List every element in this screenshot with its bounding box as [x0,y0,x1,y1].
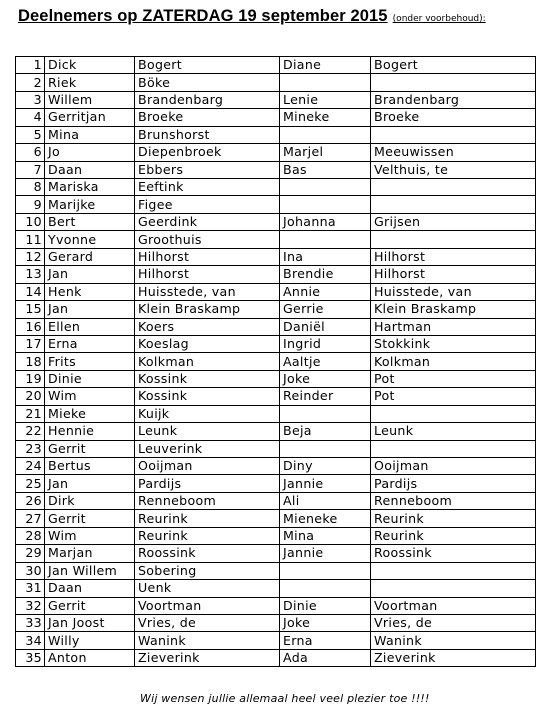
row-number-cell: 25 [16,475,45,492]
table-row [16,57,536,74]
table-row [16,266,536,283]
last-name-cell: Diepenbroek [135,144,280,161]
first-name-cell: Gerard [45,248,135,265]
table-row [16,475,536,492]
partner-first-name-cell: Brendie [280,266,371,283]
table-row [16,126,536,143]
partner-first-name-cell: Beja [280,423,371,440]
partner-last-name-cell: Reurink [371,510,536,527]
first-name-cell: Jan [45,266,135,283]
row-number-cell: 33 [16,614,45,631]
first-name-cell: Erna [45,335,135,352]
row-number-cell: 27 [16,510,45,527]
partner-last-name-cell: Ooijman [371,458,536,475]
partner-last-name-cell [371,405,536,422]
partner-first-name-cell: Marjel [280,144,371,161]
last-name-cell: Ooijman [135,458,280,475]
first-name-cell: Gerrit [45,440,135,457]
table-row [16,492,536,509]
table-row [16,423,536,440]
first-name-cell: Marijke [45,196,135,213]
row-number-cell: 1 [16,57,45,74]
last-name-cell: Geerdink [135,213,280,230]
partner-last-name-cell [371,562,536,579]
row-number-cell: 7 [16,161,45,178]
last-name-cell: Ebbers [135,161,280,178]
table-row [16,179,536,196]
row-number-cell: 28 [16,527,45,544]
first-name-cell: Riek [45,74,135,91]
partner-last-name-cell: Meeuwissen [371,144,536,161]
last-name-cell: Wanink [135,632,280,649]
last-name-cell: Leuverink [135,440,280,457]
last-name-cell: Kossink [135,388,280,405]
row-number-cell: 3 [16,91,45,108]
row-number-cell: 14 [16,283,45,300]
partner-last-name-cell: Kolkman [371,353,536,370]
row-number-cell: 21 [16,405,45,422]
partner-last-name-cell [371,179,536,196]
last-name-cell: Hilhorst [135,248,280,265]
first-name-cell: Mina [45,126,135,143]
last-name-cell: Brunshorst [135,126,280,143]
last-name-cell: Voortman [135,597,280,614]
row-number-cell: 19 [16,370,45,387]
partner-last-name-cell: Bogert [371,57,536,74]
partner-last-name-cell [371,580,536,597]
table-row [16,562,536,579]
row-number-cell: 6 [16,144,45,161]
partner-last-name-cell: Klein Braskamp [371,301,536,318]
first-name-cell: Gerritjan [45,109,135,126]
last-name-cell: Renneboom [135,492,280,509]
partner-first-name-cell: Bas [280,161,371,178]
table-row [16,597,536,614]
partner-last-name-cell: Leunk [371,423,536,440]
partner-first-name-cell [280,126,371,143]
row-number-cell: 34 [16,632,45,649]
first-name-cell: Bert [45,213,135,230]
table-row [16,335,536,352]
title-text: Deelnemers op ZATERDAG 19 september 2015 [18,7,388,25]
partner-last-name-cell [371,126,536,143]
first-name-cell: Hennie [45,423,135,440]
title-note: (onder voorbehoud): [392,14,486,24]
partner-first-name-cell [280,405,371,422]
row-number-cell: 35 [16,649,45,666]
partner-last-name-cell: Reurink [371,527,536,544]
partner-last-name-cell: Vries, de [371,614,536,631]
partner-first-name-cell [280,231,371,248]
partner-last-name-cell: Pot [371,370,536,387]
first-name-cell: Willem [45,91,135,108]
row-number-cell: 13 [16,266,45,283]
participants-table-body [16,57,536,667]
participants-table [15,56,536,667]
row-number-cell: 17 [16,335,45,352]
row-number-cell: 8 [16,179,45,196]
partner-first-name-cell: Gerrie [280,301,371,318]
table-row [16,458,536,475]
table-row [16,614,536,631]
last-name-cell: Vries, de [135,614,280,631]
table-row [16,370,536,387]
first-name-cell: Gerrit [45,510,135,527]
partner-first-name-cell: Ali [280,492,371,509]
row-number-cell: 26 [16,492,45,509]
first-name-cell: Jan Joost [45,614,135,631]
partner-last-name-cell: Renneboom [371,492,536,509]
table-row [16,161,536,178]
row-number-cell: 29 [16,545,45,562]
partner-last-name-cell: Velthuis, te [371,161,536,178]
row-number-cell: 12 [16,248,45,265]
partner-first-name-cell: Jannie [280,545,371,562]
row-number-cell: 15 [16,301,45,318]
table-row [16,632,536,649]
last-name-cell: Huisstede, van [135,283,280,300]
first-name-cell: Jo [45,144,135,161]
row-number-cell: 9 [16,196,45,213]
first-name-cell: Jan Willem [45,562,135,579]
last-name-cell: Reurink [135,527,280,544]
table-row [16,91,536,108]
partner-last-name-cell: Broeke [371,109,536,126]
table-row [16,213,536,230]
first-name-cell: Mariska [45,179,135,196]
row-number-cell: 18 [16,353,45,370]
last-name-cell: Hilhorst [135,266,280,283]
last-name-cell: Groothuis [135,231,280,248]
last-name-cell: Uenk [135,580,280,597]
first-name-cell: Daan [45,161,135,178]
document-title [18,6,543,30]
last-name-cell: Sobering [135,562,280,579]
row-number-cell: 30 [16,562,45,579]
table-row [16,301,536,318]
partner-last-name-cell: Wanink [371,632,536,649]
table-row [16,649,536,666]
partner-first-name-cell [280,440,371,457]
partner-last-name-cell: Brandenbarg [371,91,536,108]
partner-first-name-cell: Reinder [280,388,371,405]
partner-last-name-cell: Hartman [371,318,536,335]
partner-last-name-cell: Roossink [371,545,536,562]
table-row [16,283,536,300]
last-name-cell: Broeke [135,109,280,126]
partner-first-name-cell: Ada [280,649,371,666]
partner-first-name-cell: Ina [280,248,371,265]
row-number-cell: 16 [16,318,45,335]
last-name-cell: Figee [135,196,280,213]
table-row [16,353,536,370]
partner-first-name-cell: Diny [280,458,371,475]
table-row [16,318,536,335]
last-name-cell: Eeftink [135,179,280,196]
row-number-cell: 11 [16,231,45,248]
row-number-cell: 22 [16,423,45,440]
first-name-cell: Gerrit [45,597,135,614]
partner-last-name-cell: Grijsen [371,213,536,230]
partner-last-name-cell: Huisstede, van [371,283,536,300]
last-name-cell: Reurink [135,510,280,527]
partner-first-name-cell: Daniël [280,318,371,335]
table-row [16,74,536,91]
first-name-cell: Wim [45,388,135,405]
partner-first-name-cell: Mieneke [280,510,371,527]
partner-first-name-cell: Mina [280,527,371,544]
partner-first-name-cell [280,580,371,597]
table-row [16,196,536,213]
partner-last-name-cell [371,196,536,213]
partner-first-name-cell [280,562,371,579]
first-name-cell: Dirk [45,492,135,509]
first-name-cell: Frits [45,353,135,370]
partner-last-name-cell: Pot [371,388,536,405]
first-name-cell: Dinie [45,370,135,387]
row-number-cell: 10 [16,213,45,230]
last-name-cell: Leunk [135,423,280,440]
first-name-cell: Marjan [45,545,135,562]
partner-first-name-cell: Jannie [280,475,371,492]
partner-first-name-cell: Diane [280,57,371,74]
partner-first-name-cell [280,196,371,213]
partner-last-name-cell [371,440,536,457]
table-row [16,527,536,544]
first-name-cell: Ellen [45,318,135,335]
partner-last-name-cell [371,231,536,248]
last-name-cell: Pardijs [135,475,280,492]
first-name-cell: Jan [45,475,135,492]
partner-first-name-cell [280,179,371,196]
partner-first-name-cell: Joke [280,370,371,387]
last-name-cell: Kolkman [135,353,280,370]
first-name-cell: Mieke [45,405,135,422]
partner-last-name-cell: Hilhorst [371,248,536,265]
last-name-cell: Kuijk [135,405,280,422]
partner-first-name-cell: Annie [280,283,371,300]
row-number-cell: 23 [16,440,45,457]
first-name-cell: Willy [45,632,135,649]
first-name-cell: Yvonne [45,231,135,248]
first-name-cell: Bertus [45,458,135,475]
partner-first-name-cell: Aaltje [280,353,371,370]
partner-last-name-cell: Pardijs [371,475,536,492]
partner-first-name-cell [280,74,371,91]
partner-last-name-cell: Stokkink [371,335,536,352]
first-name-cell: Jan [45,301,135,318]
first-name-cell: Wim [45,527,135,544]
last-name-cell: Klein Braskamp [135,301,280,318]
partner-last-name-cell [371,74,536,91]
last-name-cell: Koeslag [135,335,280,352]
table-row [16,388,536,405]
partner-first-name-cell: Johanna [280,213,371,230]
row-number-cell: 4 [16,109,45,126]
partner-first-name-cell: Mineke [280,109,371,126]
table-row [16,405,536,422]
row-number-cell: 20 [16,388,45,405]
table-row [16,144,536,161]
row-number-cell: 31 [16,580,45,597]
last-name-cell: Zieverink [135,649,280,666]
closing-message: Wij wensen jullie allemaal heel veel plezier toe !!!! [140,692,430,705]
row-number-cell: 5 [16,126,45,143]
table-row [16,109,536,126]
last-name-cell: Roossink [135,545,280,562]
last-name-cell: Böke [135,74,280,91]
table-row [16,545,536,562]
row-number-cell: 32 [16,597,45,614]
first-name-cell: Daan [45,580,135,597]
table-row [16,248,536,265]
last-name-cell: Brandenbarg [135,91,280,108]
partner-first-name-cell: Lenie [280,91,371,108]
row-number-cell: 24 [16,458,45,475]
partner-first-name-cell: Joke [280,614,371,631]
partner-first-name-cell: Ingrid [280,335,371,352]
table-row [16,510,536,527]
last-name-cell: Kossink [135,370,280,387]
last-name-cell: Koers [135,318,280,335]
table-row [16,440,536,457]
table-row [16,231,536,248]
first-name-cell: Dick [45,57,135,74]
first-name-cell: Anton [45,649,135,666]
partner-last-name-cell: Hilhorst [371,266,536,283]
partner-first-name-cell: Erna [280,632,371,649]
partner-last-name-cell: Voortman [371,597,536,614]
partner-last-name-cell: Zieverink [371,649,536,666]
row-number-cell: 2 [16,74,45,91]
table-row [16,580,536,597]
last-name-cell: Bogert [135,57,280,74]
first-name-cell: Henk [45,283,135,300]
partner-first-name-cell: Dinie [280,597,371,614]
